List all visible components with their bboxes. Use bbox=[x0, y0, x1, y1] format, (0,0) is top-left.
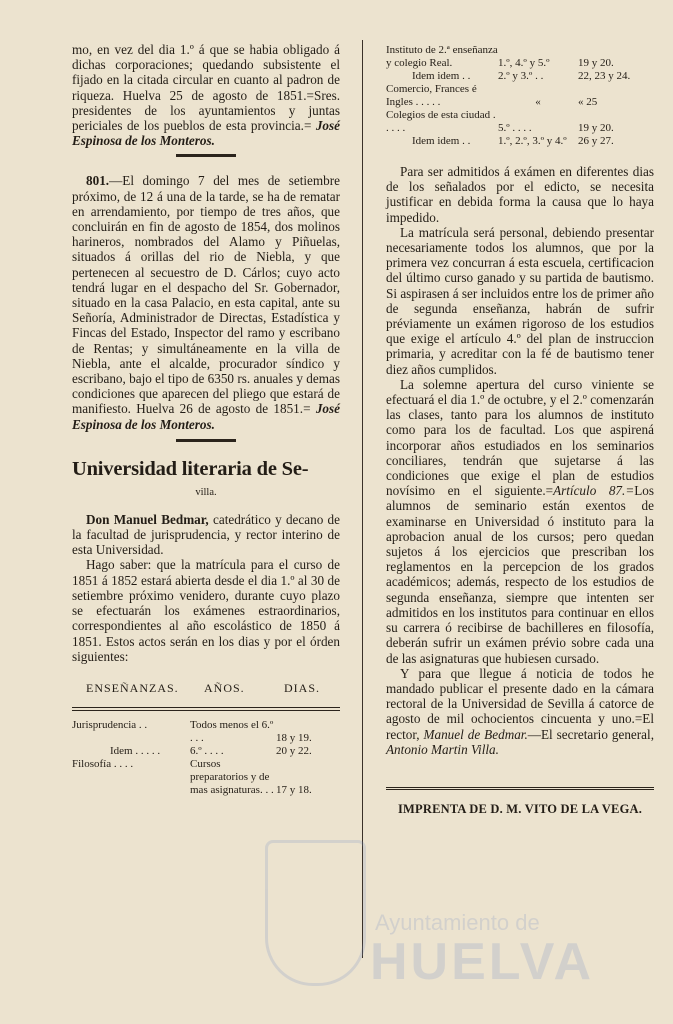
table-cell: Jurisprudencia . . bbox=[72, 718, 148, 731]
table-cell: Idem idem . . bbox=[412, 135, 471, 147]
table-cell: Colegios de esta ciudad . . . . . bbox=[386, 109, 496, 134]
table-rule bbox=[72, 710, 340, 711]
table-cell: Idem idem . . bbox=[412, 70, 471, 82]
left-column bbox=[72, 0, 340, 797]
table-row bbox=[386, 135, 654, 148]
table-cell: « bbox=[535, 96, 541, 108]
table-row bbox=[386, 83, 654, 109]
table-cell: 22, 23 y 24. bbox=[578, 70, 631, 82]
coat-of-arms-icon bbox=[265, 840, 366, 986]
table-header-row bbox=[72, 682, 340, 695]
notice-801-number: 801. bbox=[86, 173, 110, 189]
printer-imprint: IMPRENTA DE D. M. VITO DE LA VEGA. bbox=[397, 801, 643, 816]
exam-schedule-table bbox=[72, 682, 340, 695]
section-divider bbox=[176, 154, 236, 157]
table-cell: Comercio, Frances é Ingles . . . . . bbox=[386, 83, 477, 108]
table-cell: 20 y 22. bbox=[276, 744, 312, 757]
rector-name: Don Manuel Bedmar, bbox=[86, 511, 209, 527]
watermark-small-text: Ayuntamiento de bbox=[375, 910, 540, 935]
closing-paragraph: Y para que llegue á noticia de todos he mandado publicar el presente dado en la cámara rectoral de la Universidad de Sevilla á catorce de agosto de mil ochocientos cincuenta y uno.=El rector, Manuel de Bedmar.—El secretario general, Antonio Martin Villa. bbox=[386, 665, 654, 757]
table-row bbox=[72, 745, 340, 758]
watermark-big-text: HUELVA bbox=[370, 933, 595, 991]
notice-801-signature: José Espinosa de los Monteros. bbox=[72, 401, 341, 432]
decree-intro: Don Manuel Bedmar, catedrático y decano de la facultad de jurisprudencia, y rector interino de esta Universidad. bbox=[72, 511, 340, 558]
section-divider bbox=[176, 439, 236, 442]
exam-justification-paragraph: Para ser admitidos á exámen en diferentes dias de los señalados por el edicto, se necesita justificar en debida forma la causa que lo haya impedido. bbox=[386, 164, 654, 225]
table-cell: 26 y 27. bbox=[578, 135, 614, 147]
archive-watermark bbox=[265, 820, 595, 1000]
notice-800-text: mo, en vez del dia 1.º á que se habia obligado á dichas corporaciones; quedando subsistente el fijado en la citada circular en cuanto al padron de riqueza. Huelva 25 de agosto de 1851.=Sres. presidentes de los ayuntamientos y juntas periciales de los pueblos de esta provincia.= José Espinosa de los Monteros. bbox=[72, 42, 340, 149]
secretary-signature: Antonio Martin Villa. bbox=[386, 741, 499, 757]
table-cell: 17 y 18. bbox=[276, 783, 312, 796]
opening-paragraph: La solemne apertura del curso viniente se efectuará el dia 1.º de octubre, y el 2.º comenzarán las clases, tanto para los alumnos de instituto como para los de facultad. Los que aspirená incorporar años estudiados en los seminarios conciliares, tendrán que sujetarse á las condiciones que exige el plan de estudios novísimo en el siguiente.=Artículo 87.=Los alumnos de seminario están exentos de examinarse en Universidad ó instituto para la aprobacion anual de los cursos; pero quedan sujetos á los ejercicios que prescriban los reglamentos en la percepcion de los grados académicos; además, respecto de los estudios de segunda enseñanza, siempre que intenten ser admitidos en los institutos para continuar en ellos su carrera ó recibirse de bachilleres en filosofía, deberán sufrir un exámen prévio sobre cada una de las asignaturas que hubiesen cursado. bbox=[386, 376, 654, 666]
decree-text: Hago saber: que la matrícula para el curso de 1851 á 1852 estará abierta desde el dia 1.º al 30 de setiembre próximo venidero, durante cuyo plazo se efectuarán los exámenes estraordinarios, correspondientes al año escolástico de 1850 á 1851. Estos actos serán en los dias y por el órden siguientes: bbox=[72, 557, 340, 664]
table-cell: 19 y 20. bbox=[578, 122, 614, 134]
table-cell: 2.º y 3.º . . bbox=[498, 70, 544, 82]
table-cell: Todos menos el 6.º . . . bbox=[190, 718, 274, 744]
notice-800-signature: José Espinosa de los Monteros. bbox=[72, 118, 340, 149]
table-cell: 19 y 20. bbox=[578, 57, 614, 69]
enrollment-paragraph: La matrícula será personal, debiendo presentar necesariamente todos los alumnos, que por la primera vez concurran á esta escuela, certificacion del último curso ganado y su partida de bautismo. Si aspirasen á ser incluidos entre los de primer año de segunda enseñanza, habrán de sufrir préviamente un exámen rigoroso de los estudios que exige el artículo 4.º del plan de instruccion primaria, y acreditar con la fé de bautismo tener diez años cumplidos. bbox=[386, 224, 654, 377]
table-cell: 18 y 19. bbox=[276, 731, 312, 744]
exam-schedule-rows bbox=[72, 719, 340, 797]
notice-801-text: 801.—El domingo 7 del mes de setiembre próximo, de 12 á una de la tarde, se ha de rematar en arrendamiento, por tiempo de tres años, que concluirán en fin de agosto de 1854, dos molinos harineros, nombrados del Alamo y Piñuelas, situados á orillas del rio de Niebla, y que pertenecen al secuestro de D. Cárlos; cuyo acto tendrá lugar en el despacho del Sr. Gobernador, situado en la casa Palacio, en esta capital, ante su Señoría, Administrador de Directas, Estadística y Fincas del Estado, Inspector del ramo y escribano de Rentas; y simultáneamente en la villa de Niebla, ante el alcalde, procurador síndico y escribano, bajo el tipo de 6350 rs. anuales y demas condiciones que aparecen del pliego que estará de manifiesto. Huelva 26 de agosto de 1851.= José Espinosa de los Monteros. bbox=[72, 173, 341, 432]
table-cell: Instituto de 2.ª enseñanza y colegio Real. bbox=[386, 44, 498, 69]
table-cell: Cursos preparatorios y de mas asignaturas. . . bbox=[190, 757, 274, 796]
footer-rule bbox=[386, 787, 654, 790]
table-cell: Idem . . . . . bbox=[110, 744, 161, 757]
table-cell: « 25 bbox=[578, 96, 598, 108]
rector-signature: Manuel de Bedmar. bbox=[423, 726, 528, 742]
university-heading: Universidad literaria de Se- bbox=[72, 457, 309, 480]
table-header-cell: AÑOS. bbox=[204, 680, 245, 695]
article-reference: Artículo 87.= bbox=[553, 483, 635, 499]
university-heading-cont: villa. bbox=[195, 486, 217, 498]
table-cell: 6.º . . . . bbox=[190, 744, 224, 757]
table-rule bbox=[72, 707, 340, 708]
table-row bbox=[386, 70, 654, 83]
table-cell: Filosofía . . . . bbox=[72, 757, 134, 770]
table-row bbox=[72, 719, 340, 745]
table-row bbox=[72, 758, 340, 797]
table-row bbox=[386, 44, 654, 70]
table-cell: 1.º, 4.º y 5.º bbox=[498, 57, 550, 69]
exam-schedule-table-cont bbox=[386, 44, 654, 148]
table-cell: 1.º, 2.º, 3.º y 4.º bbox=[498, 135, 567, 147]
table-header-cell: ENSEÑANZAS. bbox=[86, 680, 179, 695]
table-header-cell: DIAS. bbox=[284, 680, 321, 695]
table-cell: 5.º . . . . bbox=[498, 122, 532, 134]
right-column bbox=[386, 0, 654, 817]
table-row bbox=[386, 109, 654, 135]
